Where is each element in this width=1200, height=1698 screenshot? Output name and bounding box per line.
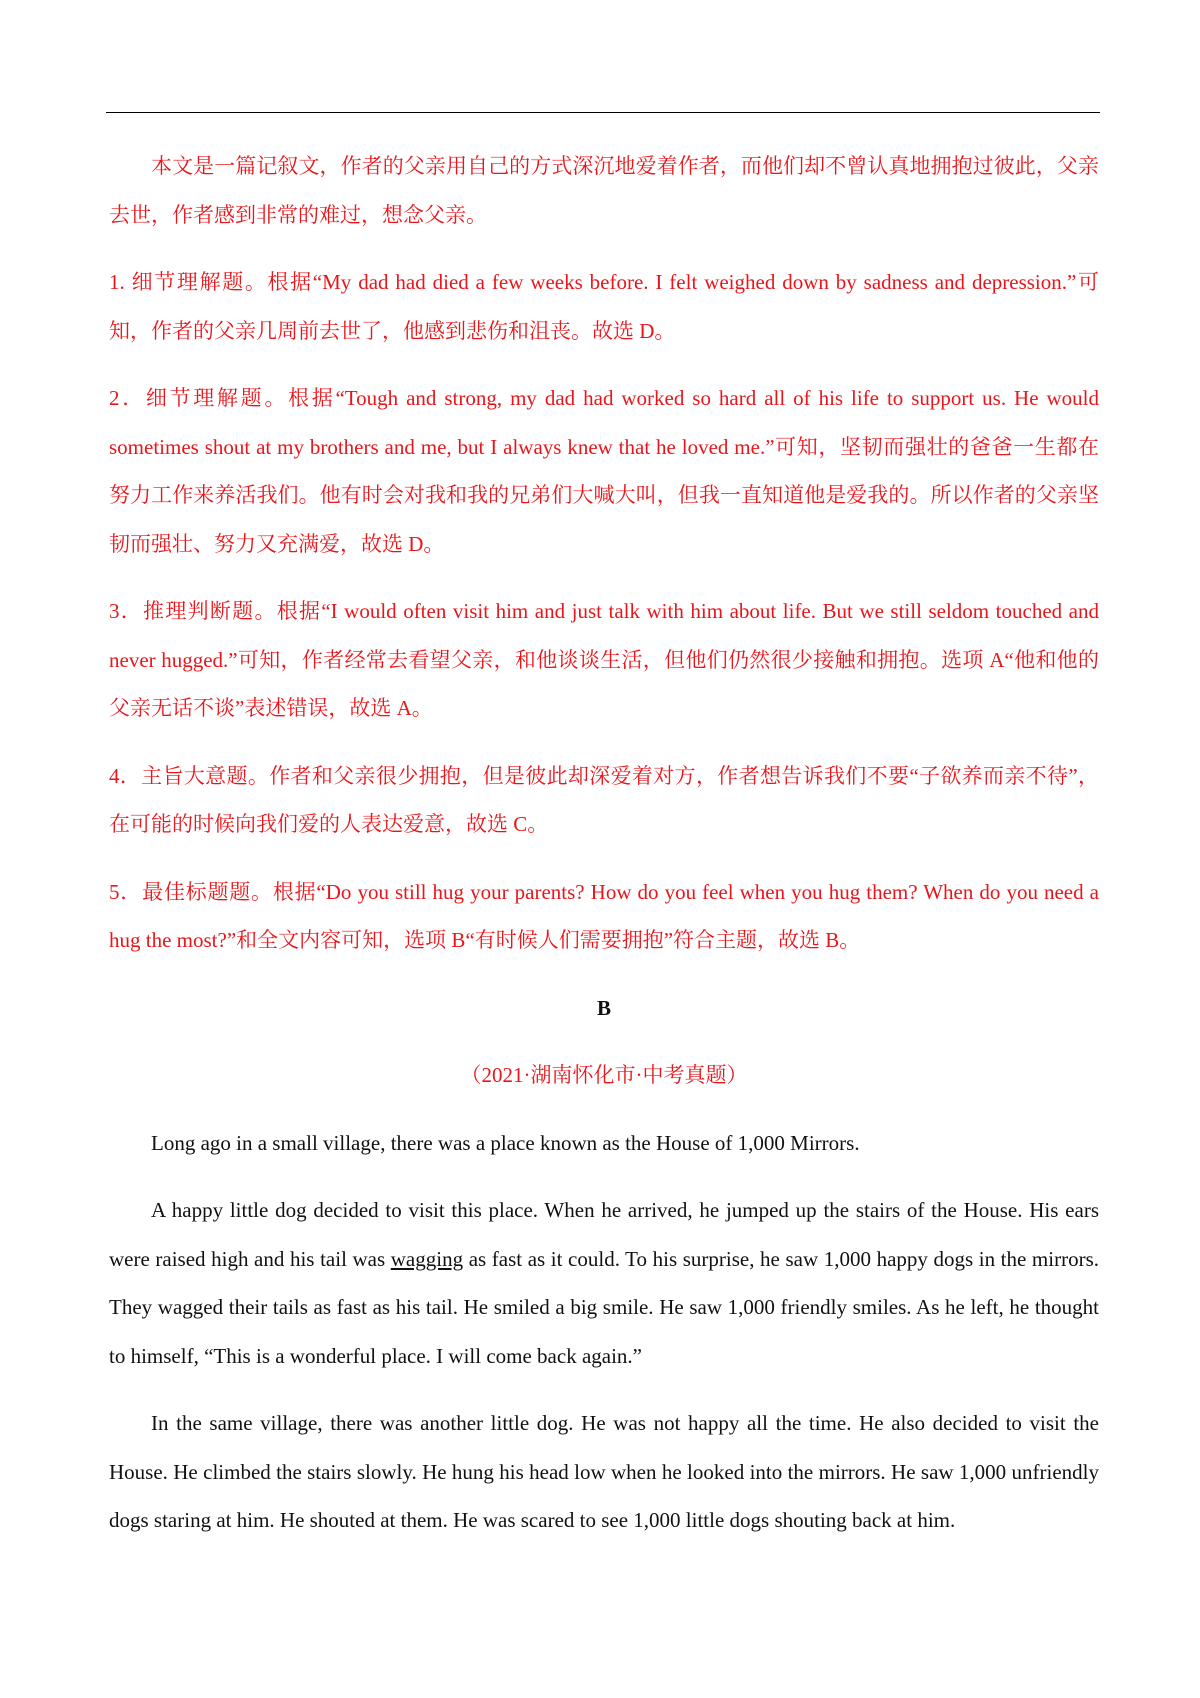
explanation-item-3: 3．推理判断题。根据“I would often visit him and just talk with him about life. But we still seldom touched and never hugged.”可知，作者经常去看望父亲，和他谈谈生活，但他们仍然很少接触和拥抱。选项 A“他和他的父亲无话不谈”表述错误，故选 A。 <box>109 599 1099 720</box>
explanation-item-4: 4．主旨大意题。作者和父亲很少拥抱，但是彼此却深爱着对方，作者想告诉我们不要“子欲养而亲不待”，在可能的时候向我们爱的人表达爱意，故选 C。 <box>109 763 1099 836</box>
underlined-word: wagging <box>390 1246 464 1271</box>
passage-paragraph-1: Long ago in a small village, there was a place known as the House of 1,000 Mirrors. <box>151 1130 860 1155</box>
explanation-item-5: 5．最佳标题题。根据“Do you still hug your parents? How do you feel when you hug them? When do you need a hug the most?”和全文内容可知，选项 B“有时候人们需要拥抱”符合主题，故选 B。 <box>109 879 1099 952</box>
passage-paragraph-2 <box>109 1186 1099 1380</box>
passage-paragraph-3: In the same village, there was another little dog. He was not happy all the time. He also decided to visit the House. He climbed the stairs slowly. He hung his head low when he looked into the mirrors. He saw 1,000 unfriendly dogs staring at him. He shouted at them. He was scared to see 1,000 little dogs shouting back at him. <box>109 1411 1099 1532</box>
header-rule <box>106 112 1100 113</box>
explanation-item-1: 1. 细节理解题。根据“My dad had died a few weeks before. I felt weighed down by sadness and depression.”可知，作者的父亲几周前去世了，他感到悲伤和沮丧。故选 D。 <box>109 270 1099 343</box>
passage-paragraph-2-start: A happy little dog decided to visit this place. When he arrived, he jumped up the stairs of the House. His ears were raised high and his tail was <box>109 1198 1099 1271</box>
section-letter: B <box>596 995 611 1020</box>
passage-paragraph-2-end: as fast as it could. To his surprise, he saw 1,000 happy dogs in the mirrors. They wagged their tails as fast as his tail. He smiled a big smile. He saw 1,000 friendly smiles. As he left, he thought to himself, “This is a wonderful place. I will come back again.” <box>109 1246 1100 1368</box>
section-source: （2021·湖南怀化市·中考真题） <box>460 1063 748 1087</box>
explanation-item-2: 2．细节理解题。根据“Tough and strong, my dad had worked so hard all of his life to support us. He would sometimes shout at my brothers and me, but I always knew that he loved me.”可知，坚韧而强壮的爸爸一生都在努力工作来养活我们。他有时会对我和我的兄弟们大喊大叫，但我一直知道他是爱我的。所以作者的父亲坚韧而强壮、努力又充满爱，故选 D。 <box>109 386 1099 556</box>
explanation-intro: 本文是一篇记叙文，作者的父亲用自己的方式深沉地爱着作者，而他们却不曾认真地拥抱过彼此，父亲去世，作者感到非常的难过，想念父亲。 <box>109 154 1099 227</box>
page-content <box>109 142 1099 1564</box>
